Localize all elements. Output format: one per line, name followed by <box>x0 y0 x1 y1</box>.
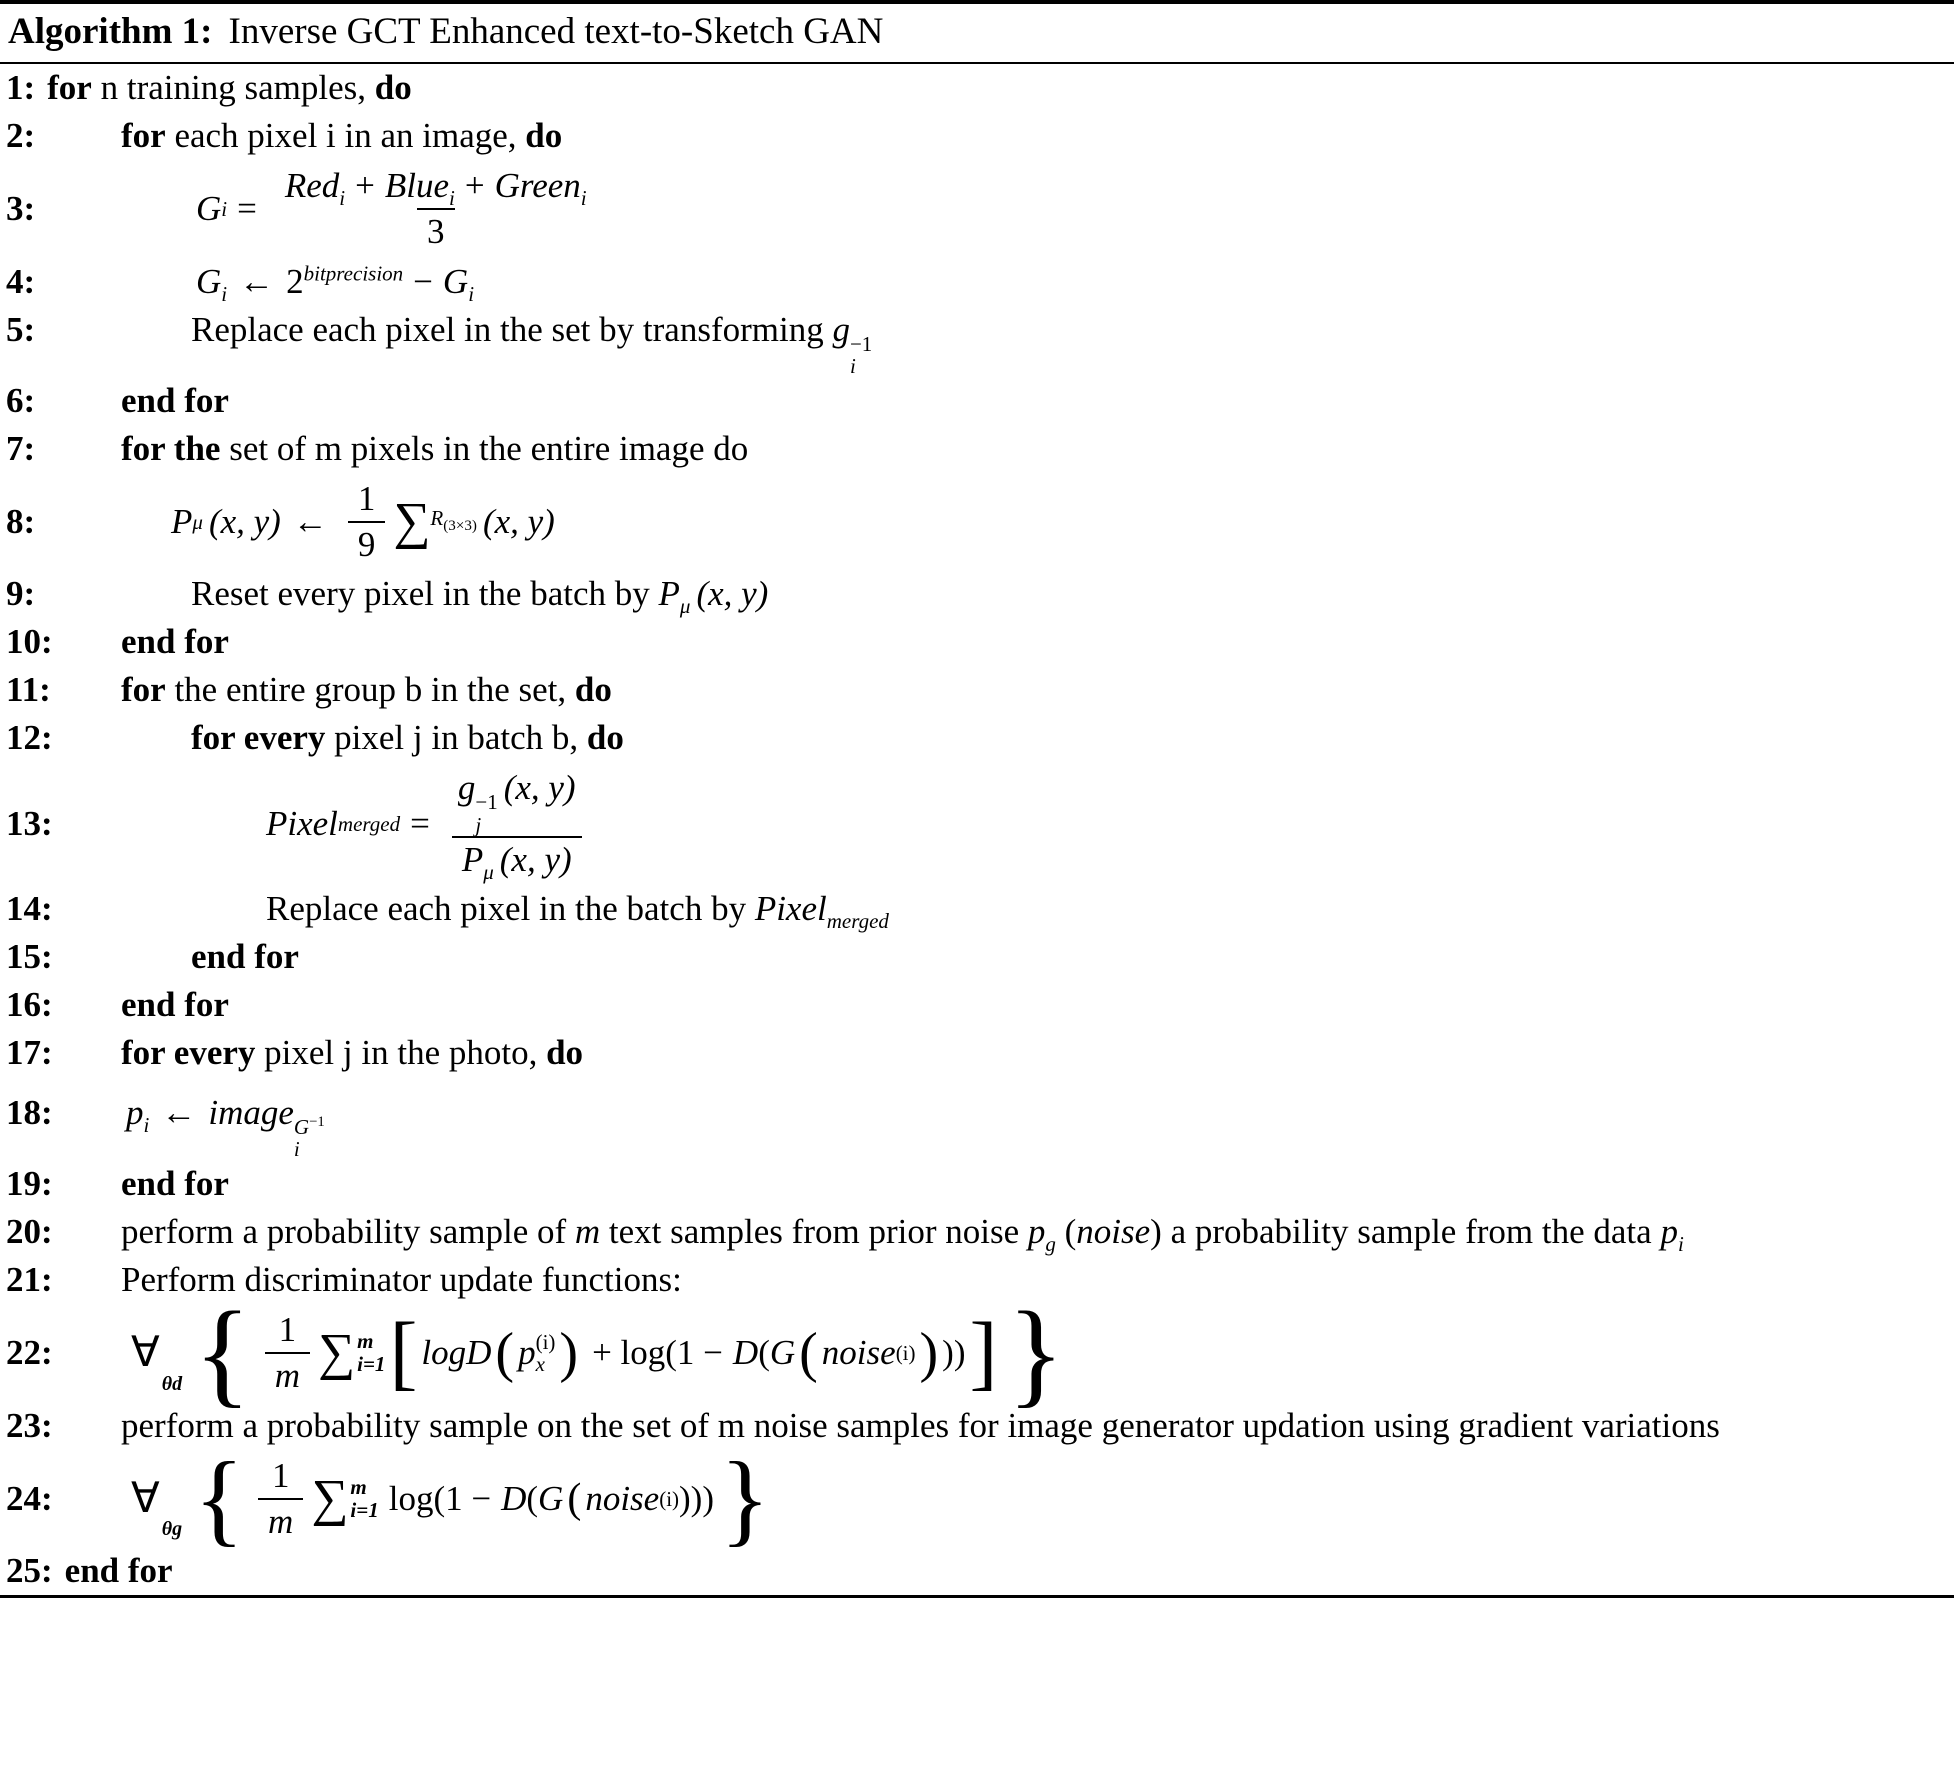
keyword-for-every: for every <box>191 718 326 758</box>
close-parens: )) <box>942 1333 966 1373</box>
algo-line-9 <box>0 570 1954 618</box>
math-token: D <box>732 1333 759 1373</box>
line-number: 3: <box>6 189 36 229</box>
keyword-do: do <box>574 670 612 710</box>
math-subscript: merged <box>826 909 889 934</box>
sup-sub-stack <box>850 333 872 377</box>
algorithm-label: Algorithm 1: <box>8 11 213 52</box>
line-number: 2: <box>6 116 36 156</box>
line-number: 9: <box>6 574 36 614</box>
math-token: p <box>126 1093 144 1133</box>
line-text: each pixel i in an image, <box>165 116 526 156</box>
line-number: 7: <box>6 428 36 468</box>
algo-line-20 <box>0 1208 1954 1256</box>
math-token: G <box>769 1333 796 1373</box>
math-args: (x, y) <box>482 501 555 541</box>
summation-lower: i=1 <box>350 1497 379 1522</box>
line-number: 19: <box>6 1164 53 1204</box>
math-token: Pixel <box>266 803 338 843</box>
line-number: 16: <box>6 985 53 1025</box>
line-number: 14: <box>6 889 53 929</box>
math-token: P <box>658 574 680 614</box>
math-token: Pixel <box>754 889 827 929</box>
line-text: n training samples, <box>91 68 375 108</box>
math-args: (x, y) <box>499 839 572 879</box>
line-number: 11: <box>6 670 51 710</box>
summation-icon: ∑ <box>311 1469 349 1527</box>
keyword-do: do <box>525 116 563 156</box>
indent-spacer <box>96 967 191 968</box>
math-superscript: −1 <box>475 790 498 815</box>
keyword-end-for: end for <box>64 1551 173 1591</box>
indent-spacer <box>96 604 191 605</box>
algo-line-6 <box>0 377 1954 425</box>
math-subscript: j <box>475 812 482 837</box>
algo-line-8: 8: P μ (x, y) ← $\frac{1}{9}$ ∑ $R_{(3\times 3)}$ (x, y) <box>0 473 1954 571</box>
line-number: 20: <box>6 1212 53 1252</box>
summation-icon: ∑ <box>318 1324 356 1382</box>
fraction-denominator: 3 <box>417 208 455 254</box>
math-subscript: i <box>1677 1232 1684 1257</box>
math-token: g <box>832 309 850 349</box>
algo-line-7 <box>0 425 1954 473</box>
algo-line-14 <box>0 885 1954 933</box>
math-token: image <box>208 1093 294 1133</box>
line-number: 15: <box>6 937 53 977</box>
summation-upper: m <box>357 1329 374 1354</box>
line-text: ) a probability sample from the data <box>1150 1212 1661 1252</box>
line-number: 5: <box>6 309 36 349</box>
algo-line-12 <box>0 714 1954 762</box>
equals-sign: = <box>237 189 257 229</box>
indent-spacer <box>96 652 121 653</box>
line-text: set of m pixels in the entire image do <box>220 428 749 468</box>
algo-line-4 <box>0 258 1954 306</box>
math-token: noise <box>585 1478 660 1518</box>
line-number: 17: <box>6 1033 53 1073</box>
line-text: pixel j in batch b, <box>325 718 587 758</box>
indent-spacer <box>96 209 196 210</box>
indent-spacer <box>96 919 266 920</box>
math-token: Green <box>494 166 581 206</box>
assign-arrow: ← <box>292 501 328 541</box>
indent-spacer <box>96 1353 131 1354</box>
indent-spacer <box>96 1436 121 1437</box>
math-token: G <box>293 1115 310 1140</box>
indent-spacer <box>96 1290 121 1291</box>
line-number: 21: <box>6 1260 53 1300</box>
algorithm-header <box>0 4 1954 64</box>
math-token: i <box>339 186 346 211</box>
math-args: (x, y) <box>208 501 281 541</box>
math-exponent: bitprecision <box>303 261 404 286</box>
math-subscript: (3×3) <box>443 517 477 534</box>
indent-spacer <box>96 1015 121 1016</box>
keyword-for-the: for the <box>121 428 221 468</box>
keyword-for-every: for every <box>121 1033 256 1073</box>
algo-line-21 <box>0 1256 1954 1304</box>
line-number: 10: <box>6 622 53 662</box>
math-operator: + log(1 − <box>592 1333 723 1373</box>
math-token: P <box>461 839 484 879</box>
math-token: g <box>457 768 476 808</box>
algo-line-5 <box>0 306 1954 377</box>
line-text: perform a probability sample of <box>121 1212 575 1252</box>
math-token: G <box>196 261 222 301</box>
math-token: G <box>538 1478 564 1518</box>
keyword-do: do <box>586 718 624 758</box>
keyword-end-for: end for <box>121 380 229 420</box>
math-token: p <box>1660 1212 1678 1252</box>
math-token: p <box>518 1333 536 1373</box>
math-token: m <box>574 1212 601 1252</box>
sup-sub-stack <box>536 1331 556 1375</box>
summation-lower: i=1 <box>357 1352 386 1377</box>
math-token: i <box>468 281 475 306</box>
assign-arrow: ← <box>239 261 275 301</box>
keyword-do: do <box>374 68 412 108</box>
fraction-denominator: m <box>265 1352 310 1398</box>
algo-line-17 <box>0 1029 1954 1077</box>
fraction-numerator: 1 <box>278 1310 297 1350</box>
indent-spacer <box>96 748 191 749</box>
math-token: G <box>442 261 469 301</box>
algo-line-15 <box>0 933 1954 981</box>
line-text: text samples from prior noise <box>600 1212 1028 1252</box>
algo-line-18 <box>0 1077 1954 1160</box>
line-text: Replace each pixel in the batch by <box>266 889 755 929</box>
algo-line-2 <box>0 112 1954 160</box>
line-number: 1: <box>6 68 36 108</box>
math-token: G <box>196 189 222 229</box>
indent-spacer <box>96 1063 121 1064</box>
fraction-denominator: m <box>258 1498 303 1544</box>
algo-line-23 <box>0 1402 1954 1450</box>
fraction-numerator <box>275 164 597 211</box>
math-args: (x, y) <box>696 574 769 614</box>
algo-line-3: 3: G i = $\frac{Red_i + Blue_i + Green_i}{3}$ <box>0 160 1954 258</box>
keyword-end-for: end for <box>121 1164 229 1204</box>
line-text: Replace each pixel in the set by transforming <box>191 309 833 349</box>
summation-limits <box>350 1476 378 1522</box>
indent-spacer <box>96 700 121 701</box>
keyword-end-for: end for <box>121 985 229 1025</box>
keyword-end-for: end for <box>121 622 229 662</box>
line-text: Perform discriminator update functions: <box>121 1260 682 1300</box>
line-number: 4: <box>6 261 36 301</box>
algo-line-24: 24: ∀ θg { $\frac{1}{m}$ ∑ m i=1 log(1 − D ( G ( noise (i) ))) } <box>6 1440 770 1556</box>
fraction <box>258 1454 303 1544</box>
summation-limits <box>357 1330 385 1376</box>
algo-line-1 <box>0 64 1954 112</box>
fraction <box>348 477 386 567</box>
math-token: D <box>501 1478 527 1518</box>
line-number: 6: <box>6 380 36 420</box>
indent-spacer <box>96 1498 131 1499</box>
line-number: 23: <box>6 1405 53 1445</box>
algo-line-11 <box>0 666 1954 714</box>
math-token: Red <box>284 166 340 206</box>
algorithm-title: Inverse GCT Enhanced text-to-Sketch GAN <box>228 11 884 52</box>
math-superscript: −1 <box>849 331 873 356</box>
indent-spacer <box>96 292 196 293</box>
math-subscript: μ <box>483 859 494 884</box>
indent-spacer <box>96 1242 121 1243</box>
math-subscript: g <box>1045 1232 1056 1257</box>
math-token: P <box>171 501 193 541</box>
line-number: 24: <box>6 1478 53 1518</box>
fraction <box>275 164 597 254</box>
forall-symbol: ∀ <box>131 1475 160 1522</box>
algo-line-22: 22: ∀ θd { $\frac{1}{m}$ ∑ m i=1 [ logD ( p (i) x ) + log(1 − D ( G ( noise (i) ) )) ] } <box>6 1287 1065 1419</box>
keyword-end-for: end for <box>191 937 299 977</box>
math-args: (x, y) <box>503 768 576 808</box>
line-text: the entire group b in the set, <box>165 670 575 710</box>
math-token: noise <box>1076 1212 1151 1252</box>
sup-sub-stack <box>294 1116 325 1160</box>
math-subscript: μ <box>679 594 691 619</box>
algo-line-10 <box>0 618 1954 666</box>
math-token: i <box>449 186 455 211</box>
algo-line-16 <box>0 981 1954 1029</box>
keyword-for: for <box>47 68 92 108</box>
algo-line-19 <box>0 1160 1954 1208</box>
math-subscript: i <box>293 1137 300 1162</box>
keyword-for: for <box>121 116 166 156</box>
math-subscript: i <box>143 1113 150 1138</box>
fraction-denominator <box>452 836 582 882</box>
math-token: p <box>1027 1212 1046 1252</box>
indent-spacer <box>96 1194 121 1195</box>
close-parens: ))) <box>679 1478 714 1518</box>
indent-spacer <box>96 340 191 341</box>
math-token: logD <box>421 1333 492 1373</box>
indent-spacer <box>96 459 121 460</box>
minus-sign: − <box>413 261 433 301</box>
line-number: 8: <box>6 501 36 541</box>
summation-upper: m <box>350 1474 367 1499</box>
indent-spacer <box>96 521 171 522</box>
plus-sign: + <box>464 166 485 206</box>
math-subscript: x <box>535 1352 545 1377</box>
fraction-numerator: 1 <box>357 478 376 518</box>
keyword-for: for <box>121 670 166 710</box>
math-token: R <box>430 505 444 530</box>
plus-sign: + <box>355 166 375 206</box>
algo-line-13: 13: Pixel merged = g −1 j (x, y) $P_\mu$ (x, y) <box>0 762 1954 885</box>
sup-sub-stack <box>475 791 497 835</box>
fraction-numerator: 1 <box>271 1455 290 1495</box>
fraction-denominator: 9 <box>348 521 386 567</box>
assign-arrow: ← <box>161 1093 197 1133</box>
line-text: perform a probability sample on the set of m noise samples for image generator updation using gradient variations <box>121 1405 1720 1445</box>
equals-sign: = <box>410 803 430 843</box>
math-token: −1 <box>309 1114 325 1131</box>
math-subscript: θg <box>161 1518 183 1541</box>
math-token: i <box>580 186 587 211</box>
math-subscript: θd <box>161 1372 183 1395</box>
line-number: 18: <box>6 1093 53 1133</box>
line-number: 22: <box>6 1333 53 1373</box>
math-subscript: i <box>849 353 856 378</box>
algo-line-25 <box>0 1547 1954 1595</box>
fraction <box>265 1308 310 1398</box>
line-number: 25: <box>6 1551 53 1591</box>
forall-symbol: ∀ <box>131 1330 160 1377</box>
math-superscript: (i) <box>535 1330 556 1355</box>
math-operator: log(1 − <box>388 1478 492 1518</box>
summation-icon: ∑ <box>393 492 431 550</box>
math-token: noise <box>821 1333 896 1373</box>
keyword-do: do <box>546 1033 584 1073</box>
left-paren: ( <box>526 1478 539 1518</box>
indent-spacer <box>96 1123 126 1124</box>
line-number: 13: <box>6 803 53 843</box>
line-text: Reset every pixel in the batch by <box>191 574 659 614</box>
fraction <box>448 766 586 884</box>
math-token: 2 <box>286 261 304 301</box>
math-token: i <box>221 281 228 306</box>
line-text: ( <box>1055 1212 1077 1252</box>
indent-spacer <box>96 823 266 824</box>
indent-spacer <box>96 146 121 147</box>
line-number: 12: <box>6 718 53 758</box>
math-token: Blue <box>384 166 450 206</box>
line-text: pixel j in the photo, <box>255 1033 547 1073</box>
left-paren: ( <box>758 1333 770 1373</box>
fraction-numerator <box>448 766 586 835</box>
math-superscript <box>294 1116 325 1138</box>
indent-spacer <box>96 411 121 412</box>
